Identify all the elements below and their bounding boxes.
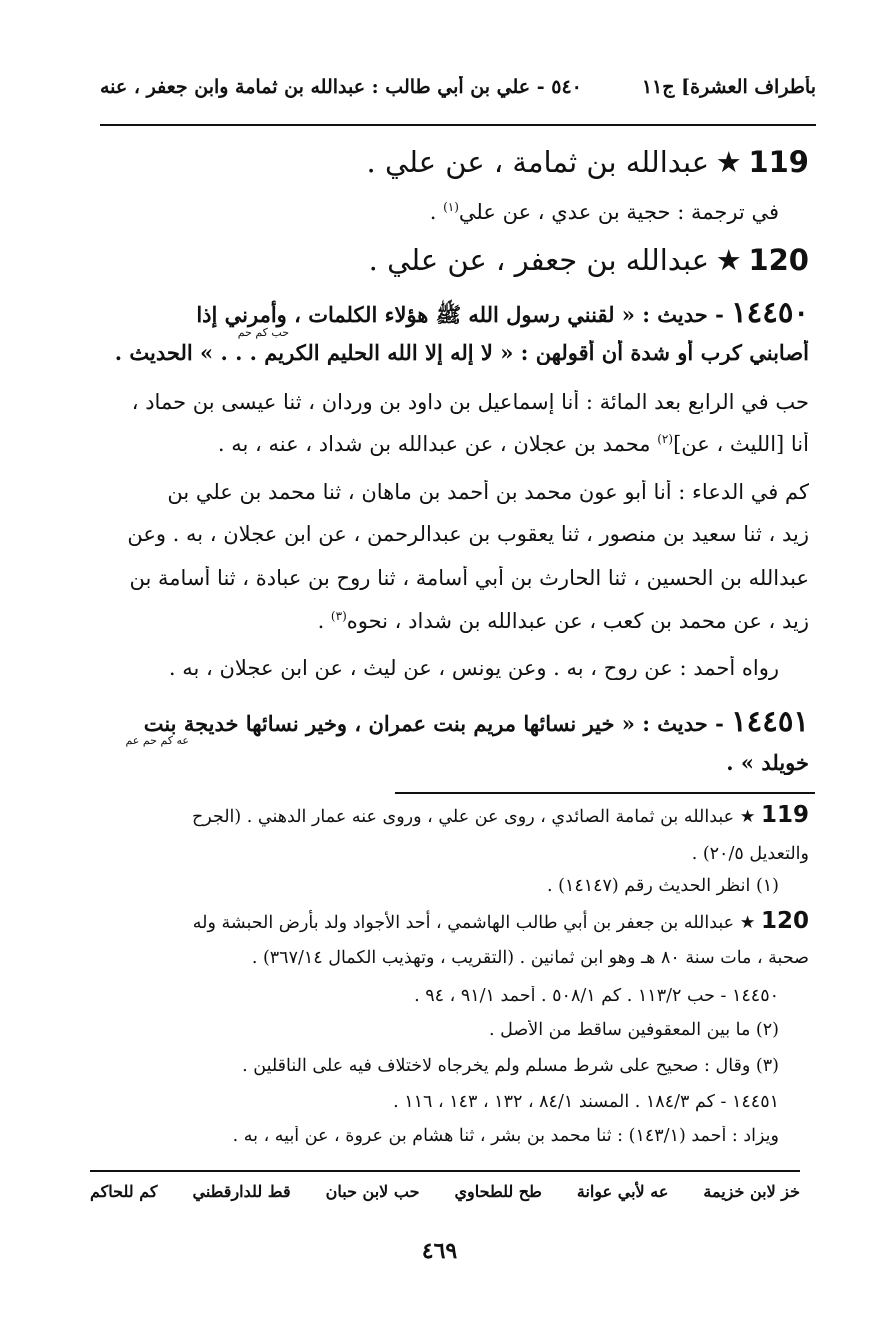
- hadith-14451-sigla: عه كم حم عم: [125, 734, 189, 747]
- para-km-line1: كم في الدعاء : أنا أبو عون محمد بن أحمد بن ماهان ، ثنا محمد بن علي بن: [167, 480, 809, 504]
- hadith-number: ١٤٤٥٠: [731, 295, 809, 329]
- entry-120: 120 ★ عبدالله بن جعفر ، عن علي .: [368, 243, 809, 277]
- footnote-120-line2: صحبة ، مات سنة ٨٠ هـ وهو ابن ثمانين . (التقريب ، وتهذيب الكمال ٣٦٧/١٤) .: [251, 948, 809, 968]
- page-number: ٤٦٩: [421, 1238, 458, 1264]
- header-volume: بأطراف العشرة] ج١١: [641, 76, 816, 98]
- footnote-ziyada: ويزاد : أحمد (١٤٣/١) : ثنا محمد بن بشر ، ثنا هشام بن عروة ، عن أبيه ، به .: [232, 1126, 779, 1146]
- abbr-item: حب لابن حبان: [325, 1182, 420, 1201]
- para-km-line3: عبدالله بن الحسين ، ثنا الحارث بن أبي أسامة ، ثنا روح بن عبادة ، ثنا أسامة بن: [129, 566, 809, 590]
- footnote-ref: (٣): [330, 609, 347, 623]
- abbreviation-rule: [90, 1170, 800, 1172]
- footnote-14450: ١٤٤٥٠ - حب ١١٣/٢ . كم ٥٠٨/١ . أحمد ٩١/١ ، ٩٤ .: [414, 986, 779, 1006]
- para-hb-line2: أنا [الليث ، عن]$^{(٢)}$ محمد بن عجلان ، عن عبدالله بن شداد ، عنه ، به .: [217, 432, 809, 456]
- hadith-14451-line1: ١٤٤٥١ - حديث : « خير نسائها مريم بنت عمران ، وخير نسائها خديجة بنت: [143, 704, 809, 738]
- para-km-line2: زيد ، ثنا سعيد بن منصور ، ثنا يعقوب بن عبدالرحمن ، عن ابن عجلان ، به . وعن: [127, 522, 809, 546]
- footnote-rule: [395, 792, 815, 794]
- footnote-14451: ١٤٤٥١ - كم ١٨٤/٣ . المسند ٨٤/١ ، ١٣٢ ، ١٤٣ ، ١١٦ .: [393, 1092, 779, 1112]
- entry-119: 119 ★ عبدالله بن ثمامة ، عن علي .: [366, 145, 809, 179]
- abbreviation-key: [90, 1182, 800, 1201]
- abbr-item: كم للحاكم: [90, 1182, 158, 1201]
- hadith-14450-line1: ١٤٤٥٠ - حديث : « لقنني رسول الله ﷺ هؤلاء الكلمات ، وأمرني إذا: [196, 295, 809, 329]
- star-icon: ★: [739, 913, 756, 933]
- hadith-number: ١٤٤٥١: [731, 704, 809, 738]
- footnote-ref: (٢): [657, 432, 674, 446]
- para-ahmad: رواه أحمد : عن روح ، به . وعن يونس ، عن ليث ، عن ابن عجلان ، به .: [168, 656, 779, 680]
- para-hb-line1: حب في الرابع بعد المائة : أنا إسماعيل بن داود بن وردان ، ثنا عيسى بن حماد ،: [131, 390, 809, 414]
- header-chapter: ٥٤٠ - علي بن أبي طالب : عبدالله بن ثمامة وابن جعفر ، عنه: [100, 76, 582, 98]
- hadith-14450-line2: أصابني كرب أو شدة أن أقولهن : « لا إله إلا الله الحليم الكريم . . . » الحديث .: [114, 340, 809, 365]
- star-icon: ★: [715, 243, 742, 277]
- footnote-3: (٣) وقال : صحيح على شرط مسلم ولم يخرجاه لاختلاف فيه على الناقلين .: [242, 1056, 779, 1076]
- abbr-item: خز لابن خزيمة: [703, 1182, 800, 1201]
- abbr-item: طح للطحاوي: [454, 1182, 542, 1201]
- footnote-2: (٢) ما بين المعقوفين ساقط من الأصل .: [489, 1020, 779, 1040]
- abbr-item: قط للدارقطني: [192, 1182, 291, 1201]
- footnote-119-line2: والتعديل ٢٠/٥) .: [691, 844, 809, 864]
- entry-119-note: في ترجمة : حجية بن عدي ، عن علي$^{(١)}$ .: [429, 200, 779, 224]
- header-rule: [100, 124, 816, 126]
- hadith-14451-line2: خويلد » .: [726, 750, 809, 775]
- abbr-item: عه لأبي عوانة: [576, 1182, 669, 1201]
- para-km-line4: زيد ، عن محمد بن كعب ، عن عبدالله بن شداد ، نحوه$^{(٣)}$ .: [317, 609, 809, 633]
- running-header: [100, 76, 816, 98]
- footnote-1: (١) انظر الحديث رقم (١٤١٤٧) .: [546, 876, 779, 896]
- star-icon: ★: [715, 145, 742, 179]
- footnote-120-line1: 120 ★ عبدالله بن جعفر بن أبي طالب الهاشمي ، أحد الأجواد ولد بأرض الحبشة وله: [192, 908, 809, 934]
- hadith-14450-sigla: حب كم حم: [237, 326, 289, 339]
- star-icon: ★: [739, 807, 756, 827]
- footnote-119-line1: 119 ★ عبدالله بن ثمامة الصائدي ، روى عن علي ، وروى عنه عمار الدهني . (الجرح: [191, 802, 809, 828]
- footnote-ref: (١): [443, 200, 459, 214]
